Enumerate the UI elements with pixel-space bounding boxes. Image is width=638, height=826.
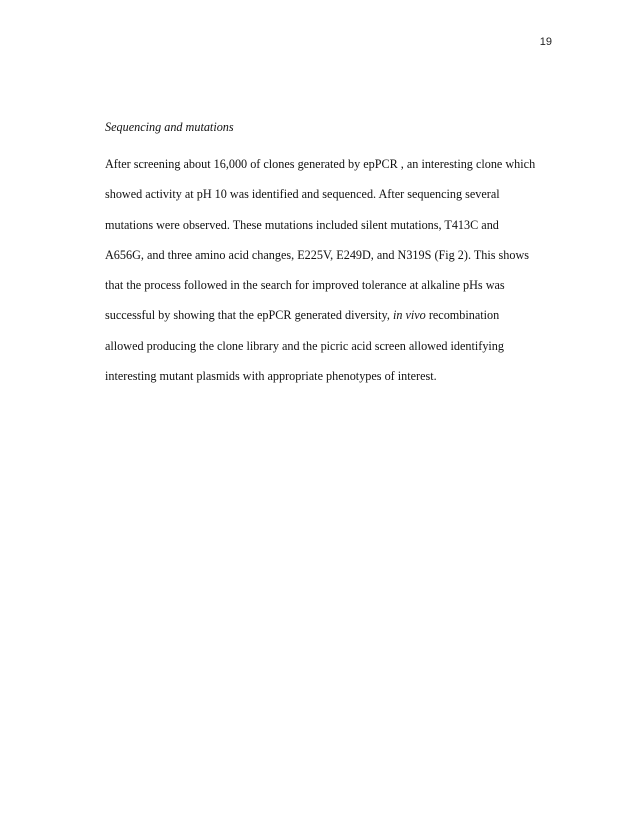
paragraph-line: mutations were observed. These mutations included silent mutations, T413C and — [105, 217, 499, 232]
paragraph-line: allowed producing the clone library and the picric acid screen allowed identifying — [105, 338, 504, 353]
paragraph-line: that the process followed in the search for improved tolerance at alkaline pHs was — [105, 278, 505, 293]
paragraph-line: A656G, and three amino acid changes, E225V, E249D, and N319S (Fig 2). This shows — [105, 247, 530, 262]
line-text-after: recombination — [425, 308, 500, 323]
paragraph-line: showed activity at pH 10 was identified and sequenced. After sequencing several — [105, 187, 500, 202]
page-number: 19 — [539, 36, 552, 48]
paragraph-line — [105, 306, 555, 336]
line-text-before: successful by showing that the epPCR generated diversity, — [105, 308, 393, 323]
italic-term: in vivo — [392, 308, 426, 323]
paragraph-line: After screening about 16,000 of clones generated by epPCR , an interesting clone which — [105, 157, 536, 171]
body-paragraph — [105, 155, 555, 397]
section-heading: Sequencing and mutations — [105, 120, 234, 134]
paragraph-line: interesting mutant plasmids with appropriate phenotypes of interest. — [105, 369, 437, 384]
